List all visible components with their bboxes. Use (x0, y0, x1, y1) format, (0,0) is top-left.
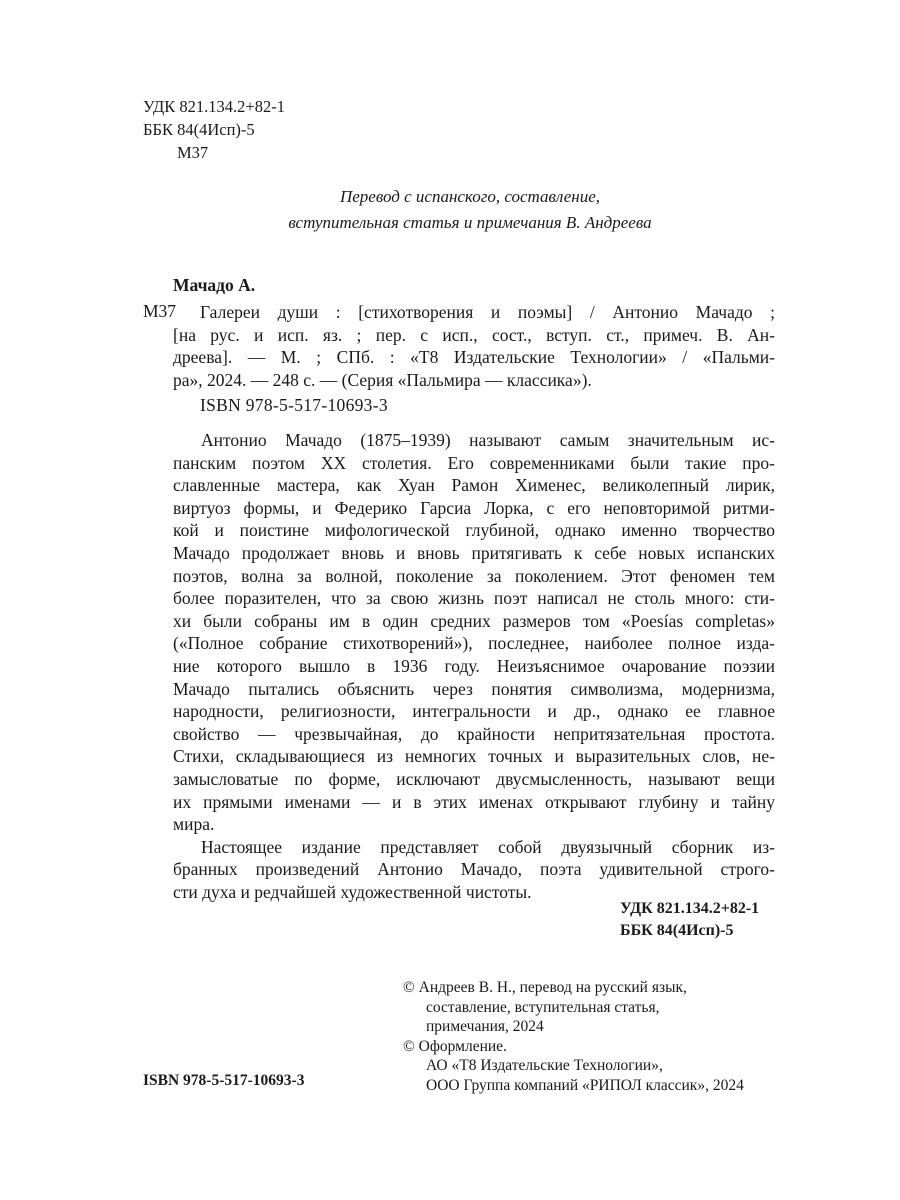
index-codes (620, 898, 759, 942)
author-mark: М37 (177, 143, 209, 162)
record-isbn: ISBN 978-5-517-10693-3 (200, 395, 388, 415)
copyright-line: ООО Группа компаний «РИПОЛ классик», 2024 (426, 1076, 744, 1094)
annotation-line: («Полное собрание стихотворений»), последнее, наиболее полное изда- (173, 633, 775, 654)
copyright-line: составление, вступительная статья, (426, 998, 660, 1016)
annotation-line: свойство — чрезвычайная, до крайности непритязательная простота. (173, 723, 775, 744)
bibliographic-record (173, 301, 775, 391)
copyright-block (403, 978, 744, 1095)
annotation-line: мира. (173, 814, 215, 835)
credit-line: Перевод с испанского, составление, (339, 187, 601, 206)
annotation-line: хи были собраны им в один средних размеров том «Poesías completas» (173, 610, 775, 631)
annotation-line: более поразителен, что за свою жизнь поэт написал не столь много: сти- (173, 588, 775, 609)
translator-credit (200, 184, 740, 236)
annotation-line: славленные мастера, как Хуан Рамон Хименес, великолепный лирик, (173, 475, 775, 496)
footer-isbn: ISBN 978-5-517-10693-3 (143, 1072, 305, 1089)
copyright-line: АО «Т8 Издательские Технологии», (426, 1057, 663, 1074)
annotation-line: Стихи, складывающиеся из немногих точных и выразительных слов, не- (173, 746, 775, 767)
bbk-code: ББК 84(4Исп)-5 (143, 120, 255, 139)
record-line: дреева]. — М. ; СПб. : «Т8 Издательские Технологии» / «Пальми- (173, 347, 775, 368)
annotation-line: поэтов, волна за волной, поколение за поколением. Этот феномен тем (173, 565, 775, 586)
copyright-line: примечания, 2024 (426, 1018, 544, 1035)
annotation-line: их прямыми именами — и в этих именах открывают глубину и тайну (173, 791, 775, 812)
record-line: ра», 2024. — 248 с. — (Серия «Пальмира — классика»). (173, 369, 592, 390)
annotation-line: замысловатые по форме, исключают двусмысленность, называют вещи (173, 768, 775, 789)
annotation-line: панским поэтом XX столетия. Его современниками были такие про- (173, 452, 775, 473)
credit-line: вступительная статья и примечания В. Андреева (288, 213, 652, 232)
udk-code-bold: УДК 821.134.2+82-1 (620, 900, 760, 917)
record-author: Мачадо А. (173, 275, 256, 295)
annotation-line: Мачадо пытались объяснить через понятия символизма, модернизма, (173, 678, 775, 699)
annotation-line: сти духа и редчайшей художественной чистоты. (173, 881, 532, 902)
record-line: Галереи души : [стихотворения и поэмы] / Антонио Мачадо ; (200, 302, 775, 322)
annotation (173, 429, 775, 903)
annotation-line: ние которого вышло в 1936 году. Неизъяснимое очарование поэзии (173, 655, 775, 676)
annotation-line: виртуоз формы, и Федерико Гарсиа Лорка, с его неповторимой ритми- (173, 497, 775, 518)
annotation-line: бранных произведений Антонио Мачадо, поэта удивительной строго- (173, 859, 775, 880)
copyright-line: © Андреев В. Н., перевод на русский язык, (403, 979, 687, 996)
bbk-code-bold: ББК 84(4Исп)-5 (620, 922, 734, 939)
annotation-line: Мачадо продолжает вновь и вновь притягивать к себе новых испанских (173, 542, 775, 563)
annotation-line: народности, религиозности, интегральности и др., однако ее главное (173, 701, 775, 722)
record-line: [на рус. и исп. яз. ; пер. с исп., сост., вступ. ст., примеч. В. Ан- (173, 324, 775, 345)
annotation-line: Антонио Мачадо (1875–1939) называют самым значительным ис- (201, 430, 775, 450)
copyright-line: © Оформление. (403, 1037, 507, 1055)
udk-code: УДК 821.134.2+82-1 (143, 97, 285, 116)
annotation-line: кой и поистине мифологической глубиной, однако именно творчество (173, 520, 775, 541)
annotation-line: Настоящее издание представляет собой двуязычный сборник из- (201, 836, 775, 857)
classification-block (143, 95, 285, 164)
record-author-mark: М37 (143, 301, 177, 321)
